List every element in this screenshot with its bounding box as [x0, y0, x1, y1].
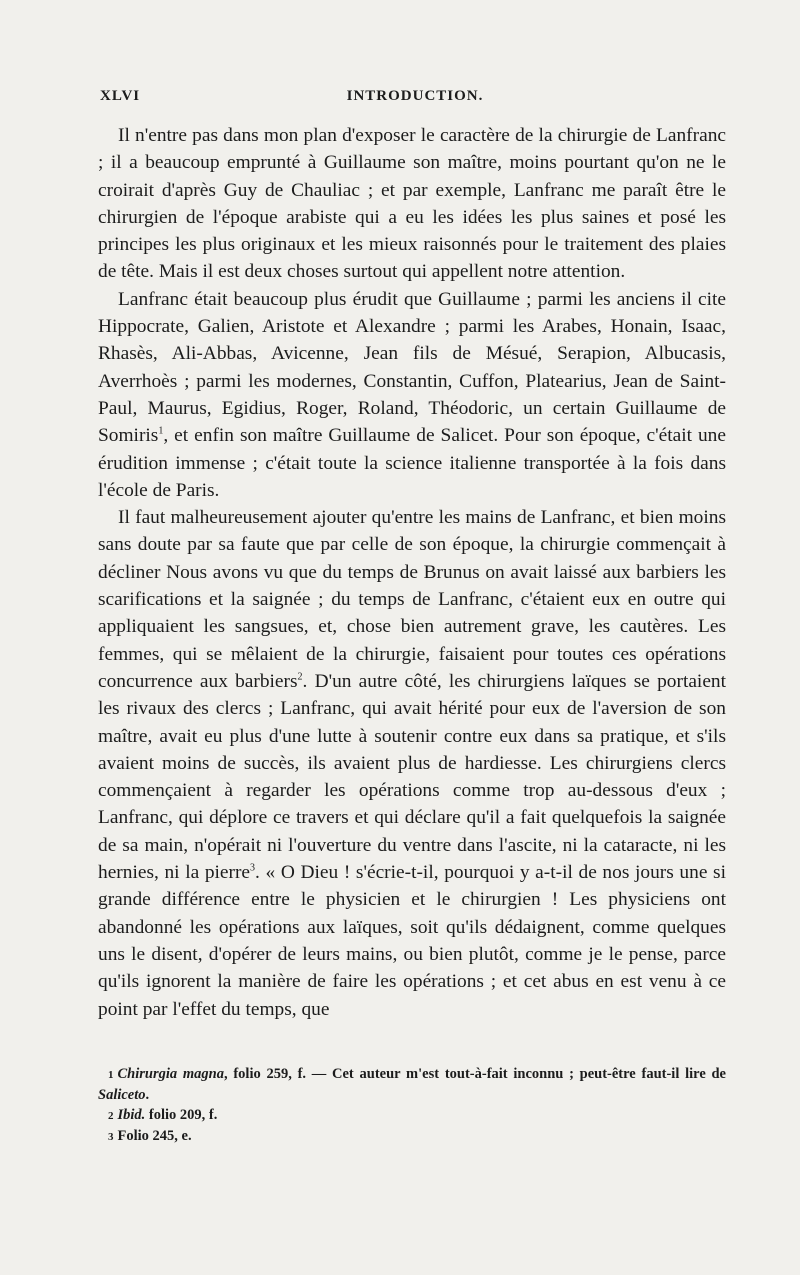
paragraph-text: . « O Dieu ! s'écrie-t-il, pourquoi y a-t-il de nos jours une si grande différence entre le physicien et le chirurgien ! Les physiciens ont abandonné les opérations aux laïques, soit qu'ils dédaignent, comme quelques uns le disent, d'opérer de leurs mains, ou bien plutôt, comme je le pense, parce qu'ils ignorent la manière de faire les opérations ; et cet abus en est venu à ce point par l'effet du temps, que: [98, 862, 726, 1020]
paragraph-text: Il n'entre pas dans mon plan d'exposer le caractère de la chirurgie de Lanfranc ; il a beaucoup emprunté à Guillaume son maître, moins pourtant qu'on ne le croirait d'après Guy de Chauliac ; et par exemple, Lanfranc me paraît être le chirurgien de l'époque arabiste qui a eu les idées les plus saines et posé les principes les plus originaux et les mieux raisonnés pour le traitement des plaies de tête. Mais il est deux choses surtout qui appellent notre attention.: [98, 125, 726, 283]
footnote: [98, 1105, 726, 1126]
paragraph-text: Il faut malheureusement ajouter qu'entre les mains de Lanfranc, et bien moins sans doute par sa faute que par celle de son époque, la chirurgie commençait à décliner Nous avons vu que du temps de Brunus on avait laissé aux barbiers les scarifications et la saignée ; du temps de Lanfranc, c'étaient eux en outre qui appliquaient les sangsues, et, chose bien autrement grave, les cautères. Les femmes, qui se mêlaient de la chirurgie, faisaient pour toutes ces opérations concurrence aux barbiers: [98, 507, 726, 692]
paragraph: [98, 504, 726, 1023]
footnote-text: , folio 259, f. — Cet auteur m'est tout-à-fait inconnu ; peut-être faut-il lire de: [223, 1066, 726, 1082]
footnote-text: folio 209, f.: [145, 1107, 218, 1123]
footnote-text: Folio 245, e.: [117, 1128, 192, 1144]
footnote-reference: 3: [250, 862, 256, 874]
footnote: [98, 1064, 726, 1105]
paragraph-text: , et enfin son maître Guillaume de Salicet. Pour son époque, c'était une érudition immense ; c'était toute la science italienne transportée à la fois dans l'école de Paris.: [98, 425, 726, 501]
footnote-reference: 1: [158, 425, 164, 437]
footnotes: [98, 1064, 726, 1147]
paragraph-text: Lanfranc était beaucoup plus érudit que Guillaume ; parmi les anciens il cite Hippocrate, Galien, Aristote et Alexandre ; parmi les Arabes, Honain, Isaac, Rhasès, Ali-Abbas, Avicenne, Jean fils de Mésué, Serapion, Albucasis, Averrhoès ; parmi les modernes, Constantin, Cuffon, Platearius, Jean de Saint-Paul, Maurus, Egidius, Roger, Roland, Théodoric, un certain Guillaume de Somiris: [98, 288, 726, 447]
footnote-number: 2: [108, 1110, 114, 1122]
footnote-reference: 2: [297, 671, 303, 683]
footnote-separator: [98, 1048, 726, 1049]
footnote-title: Ibid.: [117, 1107, 146, 1123]
footnote-title: Chirurgia magna: [117, 1066, 224, 1082]
footnote: [98, 1126, 726, 1147]
footnote-number: 3: [108, 1131, 114, 1143]
body-text: [98, 122, 726, 1023]
paragraph: [98, 286, 726, 504]
running-header: [100, 88, 730, 112]
footnote-number: 1: [108, 1069, 114, 1081]
paragraph: [98, 122, 726, 286]
footnote-italic: Saliceto: [98, 1087, 146, 1103]
running-title: INTRODUCTION.: [346, 88, 484, 104]
footnote-end: .: [145, 1087, 150, 1103]
paragraph-text: . D'un autre côté, les chirurgiens laïques se portaient les rivaux des clercs ; Lanfranc, qui avait hérité pour eux de l'aversion de son maître, avait eu plus d'une lutte à soutenir contre eux dans sa pratique, et s'ils avaient moins de succès, ils avaient plus de hardiesse. Les chirurgiens clercs commençaient à regarder les opérations comme trop au-dessous d'eux ; Lanfranc, qui déplore ce travers et qui déclare qu'il a fait quelquefois la saignée de sa main, n'opérait ni l'ouverture du ventre dans l'ascite, ni la cataracte, ni les hernies, ni la pierre: [98, 670, 727, 884]
page-number: XLVI: [100, 88, 141, 104]
